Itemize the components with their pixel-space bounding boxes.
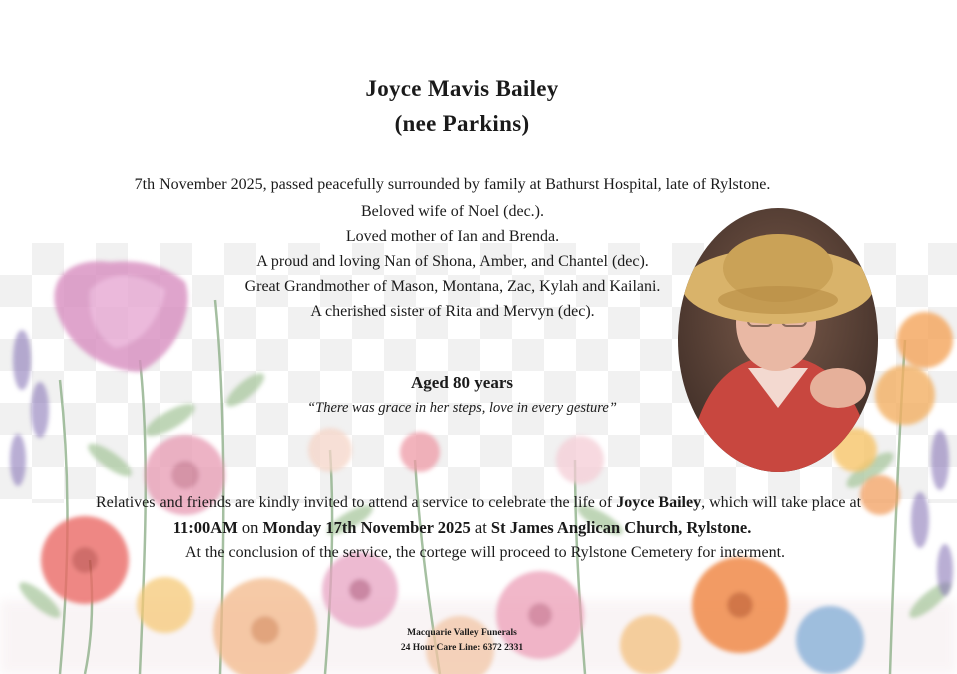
notice-line-2: Beloved wife of Noel (dec.). (360, 203, 545, 220)
at-text: at (470, 518, 491, 537)
notice-line-4: A proud and loving Nan of Shona, Amber, and Chantel (dec). (256, 253, 649, 270)
notice-line-6: A cherished sister of Rita and Mervyn (dec). (310, 303, 595, 320)
deceased-name: Joyce Mavis Bailey (365, 76, 559, 101)
age-line: Aged 80 years (411, 373, 513, 392)
service-venue: St James Anglican Church, Rylstone. (490, 518, 752, 537)
invitation-line-1 (0, 494, 957, 512)
portrait-photo (678, 208, 878, 472)
on-text: on (237, 518, 263, 537)
invitation-text-end: , which will take place at (701, 494, 862, 511)
notice-line-3: Loved mother of Ian and Brenda. (345, 228, 560, 245)
invitation-line-3: At the conclusion of the service, the cortege will proceed to Rylstone Cemetery for interment. (184, 544, 786, 561)
funeral-home-phone: 24 Hour Care Line: 6372 2331 (400, 643, 524, 653)
service-time: 11:00AM (172, 518, 238, 537)
service-date: Monday 17th November 2025 (262, 518, 471, 537)
notice-line-5: Great Grandmother of Mason, Montana, Zac, Kylah and Kailani. (244, 278, 661, 295)
epitaph-quote: “There was grace in her steps, love in every gesture” (307, 400, 617, 416)
funeral-home-name: Macquarie Valley Funerals (407, 628, 517, 638)
invitation-line-2 (0, 518, 924, 538)
invitation-name: Joyce Bailey (616, 494, 702, 511)
invitation-text: Relatives and friends are kindly invited to attend a service to celebrate the life of (95, 494, 617, 511)
maiden-name: (nee Parkins) (394, 111, 530, 136)
notice-line-1: 7th November 2025, passed peacefully surrounded by family at Bathurst Hospital, late of Rylstone. (134, 176, 771, 193)
portrait-image (678, 208, 878, 472)
